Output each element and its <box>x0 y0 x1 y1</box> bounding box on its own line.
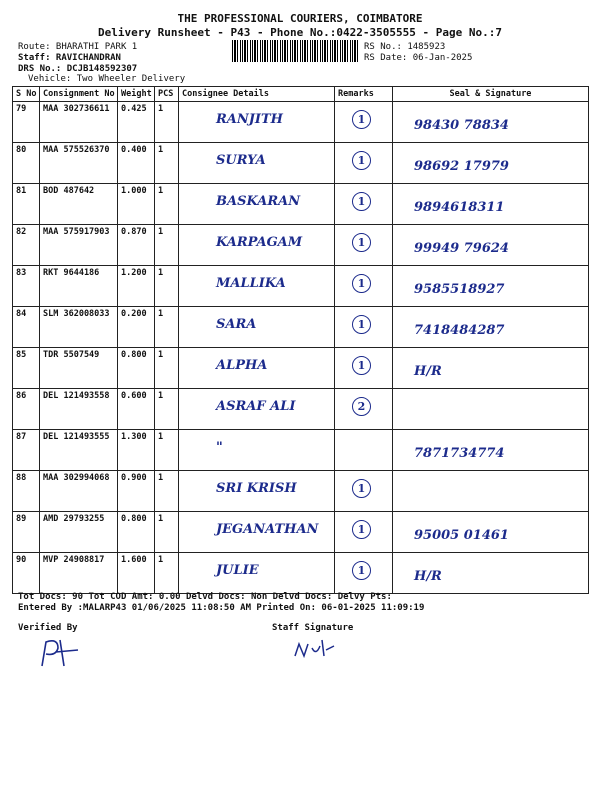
staff-signature <box>292 636 342 662</box>
row-weight: 0.870 <box>118 225 155 266</box>
row-pcs: 1 <box>155 184 179 225</box>
row-sno: 79 <box>13 102 40 143</box>
col-signature: Seal & Signature <box>393 87 589 102</box>
remark-circle: 1 <box>352 315 371 334</box>
row-signature <box>393 430 589 471</box>
row-sno: 83 <box>13 266 40 307</box>
row-sno: 87 <box>13 430 40 471</box>
signature-handwriting: 7418484287 <box>414 323 505 338</box>
row-pcs: 1 <box>155 348 179 389</box>
table-header-row <box>13 87 589 102</box>
verified-by-label: Verified By <box>18 623 78 633</box>
row-pcs: 1 <box>155 266 179 307</box>
signature-handwriting: 98430 78834 <box>414 118 509 133</box>
consignee-handwritten-name: JEGANATHAN <box>216 522 319 537</box>
table-row <box>13 430 589 471</box>
table-row <box>13 389 589 430</box>
row-consignment-no: MAA 302736611 <box>40 102 118 143</box>
consignee-handwritten-name: ASRAF ALI <box>216 399 296 414</box>
row-weight: 0.600 <box>118 389 155 430</box>
row-remarks <box>335 307 393 348</box>
row-consignee <box>179 430 335 471</box>
remark-circle: 1 <box>352 274 371 293</box>
entered-by-line: Entered By :MALARP43 01/06/2025 11:08:50 AM Printed On: 06-01-2025 11:09:19 <box>18 603 425 613</box>
remark-circle: 1 <box>352 151 371 170</box>
signature-handwriting: 98692 17979 <box>414 159 509 174</box>
row-consignee <box>179 389 335 430</box>
row-signature <box>393 553 589 594</box>
runsheet-subtitle: Delivery Runsheet - P43 - Phone No.:0422-3505555 - Page No.:7 <box>98 26 502 39</box>
row-signature <box>393 389 589 430</box>
row-consignment-no: MVP 24908817 <box>40 553 118 594</box>
signature-handwriting: H/R <box>414 364 442 379</box>
row-consignee <box>179 143 335 184</box>
remark-circle: 1 <box>352 356 371 375</box>
row-pcs: 1 <box>155 471 179 512</box>
route: Route: BHARATHI PARK 1 <box>18 42 138 52</box>
row-signature <box>393 184 589 225</box>
row-consignee <box>179 307 335 348</box>
row-sno: 80 <box>13 143 40 184</box>
remark-circle: 1 <box>352 233 371 252</box>
consignee-handwritten-name: BASKARAN <box>216 194 301 209</box>
row-sno: 81 <box>13 184 40 225</box>
row-remarks <box>335 512 393 553</box>
remark-circle: 1 <box>352 192 371 211</box>
row-consignment-no: AMD 29793255 <box>40 512 118 553</box>
row-sno: 85 <box>13 348 40 389</box>
row-signature <box>393 102 589 143</box>
consignee-handwritten-name: SARA <box>216 317 257 332</box>
row-remarks <box>335 553 393 594</box>
consignee-handwritten-name: MALLIKA <box>216 276 286 291</box>
row-consignment-no: RKT 9644186 <box>40 266 118 307</box>
table-row <box>13 143 589 184</box>
row-remarks <box>335 471 393 512</box>
table-row <box>13 184 589 225</box>
remark-circle: 1 <box>352 110 371 129</box>
totals-line: Tot Docs: 90 Tot COD Amt: 0.00 Delvd Docs: Non Delvd Docs: Delvy Pts: <box>18 592 392 602</box>
row-remarks <box>335 430 393 471</box>
runsheet-table <box>12 86 589 594</box>
consignee-handwritten-name: RANJITH <box>216 112 283 127</box>
col-sno: S No <box>13 87 40 102</box>
row-consignment-no: MAA 575917903 <box>40 225 118 266</box>
row-weight: 1.000 <box>118 184 155 225</box>
row-remarks <box>335 184 393 225</box>
consignee-handwritten-name: " <box>216 440 223 455</box>
signature-handwriting: 95005 01461 <box>414 528 509 543</box>
row-remarks <box>335 143 393 184</box>
verified-signature <box>38 636 88 670</box>
row-signature <box>393 512 589 553</box>
row-consignee <box>179 553 335 594</box>
row-consignment-no: MAA 302994068 <box>40 471 118 512</box>
row-consignment-no: DEL 121493558 <box>40 389 118 430</box>
row-signature <box>393 266 589 307</box>
row-weight: 0.800 <box>118 348 155 389</box>
row-pcs: 1 <box>155 225 179 266</box>
row-sno: 90 <box>13 553 40 594</box>
row-signature <box>393 143 589 184</box>
col-pcs: PCS <box>155 87 179 102</box>
remark-circle: 1 <box>352 479 371 498</box>
col-consignee: Consignee Details <box>179 87 335 102</box>
row-sno: 84 <box>13 307 40 348</box>
row-consignment-no: BOD 487642 <box>40 184 118 225</box>
rs-number: RS No.: 1485923 <box>364 42 446 52</box>
table-row <box>13 512 589 553</box>
signature-handwriting: 7871734774 <box>414 446 505 461</box>
row-signature <box>393 348 589 389</box>
row-weight: 0.200 <box>118 307 155 348</box>
vehicle: Vehicle: Two Wheeler Delivery <box>28 74 186 84</box>
row-sno: 88 <box>13 471 40 512</box>
row-consignment-no: MAA 575526370 <box>40 143 118 184</box>
consignee-handwritten-name: KARPAGAM <box>216 235 303 250</box>
signature-handwriting: 9585518927 <box>414 282 505 297</box>
row-remarks <box>335 266 393 307</box>
row-weight: 1.600 <box>118 553 155 594</box>
barcode <box>232 40 358 62</box>
table-row <box>13 225 589 266</box>
consignee-handwritten-name: ALPHA <box>216 358 268 373</box>
signature-handwriting: 99949 79624 <box>414 241 509 256</box>
row-consignment-no: SLM 362008033 <box>40 307 118 348</box>
row-consignee <box>179 225 335 266</box>
consignee-handwritten-name: SRI KRISH <box>216 481 297 496</box>
row-weight: 0.400 <box>118 143 155 184</box>
row-consignment-no: TDR 5507549 <box>40 348 118 389</box>
company-title: THE PROFESSIONAL COURIERS, COIMBATORE <box>177 12 423 25</box>
row-remarks <box>335 389 393 430</box>
row-pcs: 1 <box>155 389 179 430</box>
row-pcs: 1 <box>155 102 179 143</box>
row-pcs: 1 <box>155 307 179 348</box>
consignee-handwritten-name: JULIE <box>216 563 259 578</box>
row-pcs: 1 <box>155 553 179 594</box>
col-remarks: Remarks <box>335 87 393 102</box>
rs-date: RS Date: 06-Jan-2025 <box>364 53 473 63</box>
col-weight: Weight <box>118 87 155 102</box>
remark-circle: 2 <box>352 397 371 416</box>
row-remarks <box>335 102 393 143</box>
row-sno: 89 <box>13 512 40 553</box>
row-remarks <box>335 348 393 389</box>
row-weight: 0.425 <box>118 102 155 143</box>
row-pcs: 1 <box>155 430 179 471</box>
staff-signature-label: Staff Signature <box>272 623 354 633</box>
row-weight: 1.300 <box>118 430 155 471</box>
row-consignee <box>179 512 335 553</box>
consignee-handwritten-name: SURYA <box>216 153 266 168</box>
row-weight: 0.900 <box>118 471 155 512</box>
table-row <box>13 348 589 389</box>
table-row <box>13 102 589 143</box>
row-consignee <box>179 348 335 389</box>
row-remarks <box>335 225 393 266</box>
row-consignee <box>179 471 335 512</box>
row-sno: 82 <box>13 225 40 266</box>
remark-circle: 1 <box>352 520 371 539</box>
signature-handwriting: H/R <box>414 569 442 584</box>
row-pcs: 1 <box>155 143 179 184</box>
row-consignee <box>179 266 335 307</box>
row-pcs: 1 <box>155 512 179 553</box>
row-sno: 86 <box>13 389 40 430</box>
row-consignee <box>179 102 335 143</box>
col-consignment: Consignment No <box>40 87 118 102</box>
row-signature <box>393 225 589 266</box>
remark-circle: 1 <box>352 561 371 580</box>
table-row <box>13 471 589 512</box>
row-weight: 0.800 <box>118 512 155 553</box>
table-row <box>13 553 589 594</box>
row-weight: 1.200 <box>118 266 155 307</box>
row-consignment-no: DEL 121493555 <box>40 430 118 471</box>
drs-number: DRS No.: DCJB148592307 <box>18 64 138 74</box>
staff: Staff: RAVICHANDRAN <box>18 53 121 63</box>
row-signature <box>393 471 589 512</box>
signature-handwriting: 9894618311 <box>414 200 505 215</box>
table-row <box>13 307 589 348</box>
row-signature <box>393 307 589 348</box>
table-row <box>13 266 589 307</box>
row-consignee <box>179 184 335 225</box>
